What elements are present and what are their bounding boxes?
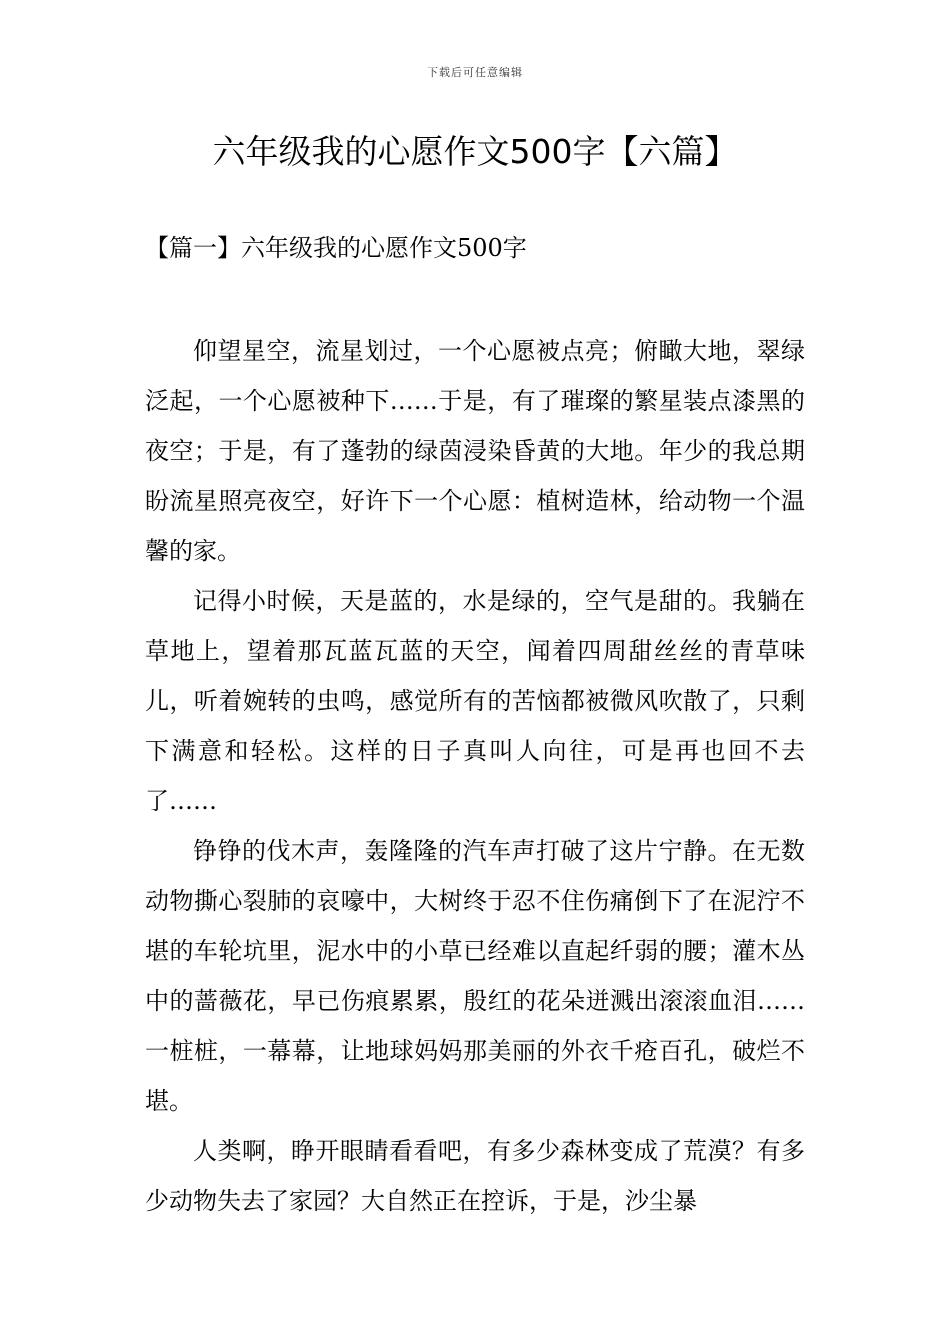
paragraph-4: 人类啊，睁开眼睛看看吧，有多少森林变成了荒漠？有多少动物失去了家园？大自然正在控诉，于是，沙尘暴 [145, 1137, 805, 1215]
paragraph-2: 记得小时候，天是蓝的，水是绿的，空气是甜的。我躺在草地上，望着那瓦蓝瓦蓝的天空，闻着四周甜丝丝的青草味儿，听着婉转的虫鸣，感觉所有的苦恼都被微风吹散了，只剩下满意和轻松。这样的日子真叫人向往，可是再也回不去了…… [145, 587, 805, 815]
essay-body [145, 326, 805, 1226]
header-note: 下载后可任意编辑 [427, 66, 523, 79]
paragraph-1: 仰望星空，流星划过，一个心愿被点亮；俯瞰大地，翠绿泛起，一个心愿被种下……于是，有了璀璨的繁星装点漆黑的夜空；于是，有了蓬勃的绿茵浸染昏黄的大地。年少的我总期盼流星照亮夜空，好许下一个心愿：植树造林，给动物一个温馨的家。 [145, 337, 805, 565]
document-title: 六年级我的心愿作文500字【六篇】 [212, 132, 738, 171]
section-heading: 【篇一】六年级我的心愿作文500字 [145, 234, 527, 262]
paragraph-3: 铮铮的伐木声，轰隆隆的汽车声打破了这片宁静。在无数动物撕心裂肺的哀嚎中，大树终于忍不住伤痛倒下了在泥泞不堪的车轮坑里，泥水中的小草已经难以直起纤弱的腰；灌木丛中的蔷薇花，早已伤痕累累，殷红的花朵迸溅出滚滚血泪……一桩桩，一幕幕，让地球妈妈那美丽的外衣千疮百孔，破烂不堪。 [145, 837, 805, 1115]
